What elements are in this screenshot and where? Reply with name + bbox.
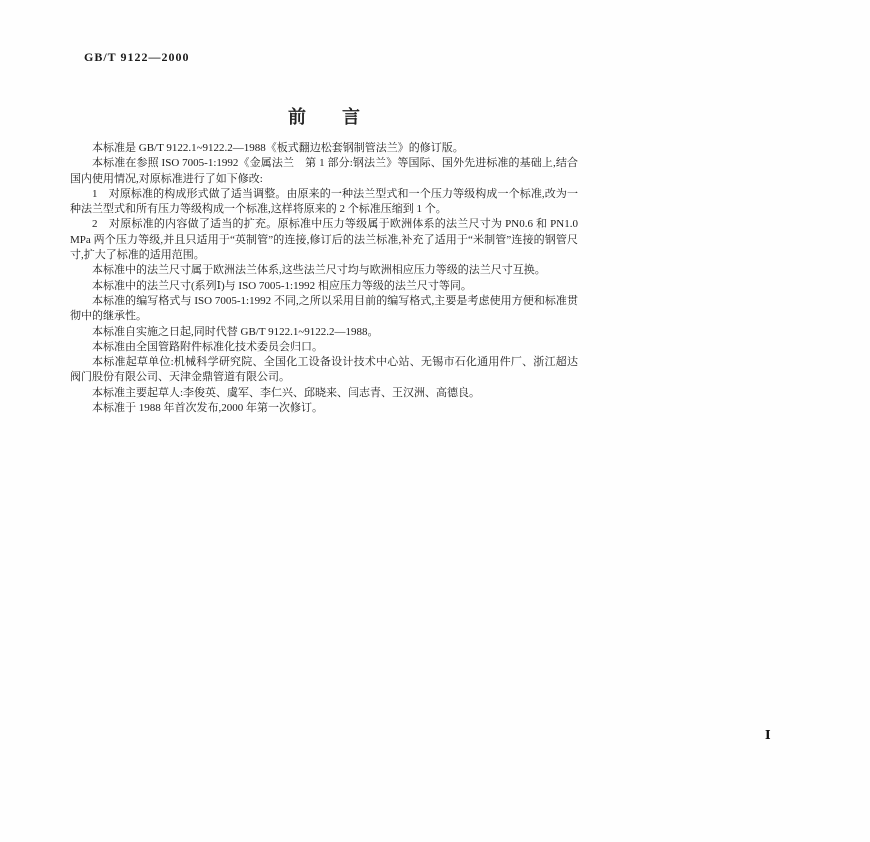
page-title: 前 言 — [288, 107, 360, 127]
page-number: Ⅰ — [765, 728, 771, 742]
foreword-paragraph: 本标准在参照 ISO 7005-1:1992《金属法兰 第 1 部分:钢法兰》等国际、国外先进标准的基础上,结合国内使用情况,对原标准进行了如下修改: — [70, 157, 578, 185]
foreword-body — [70, 141, 578, 416]
standard-code-header: GB/T 9122—2000 — [84, 50, 190, 64]
foreword-paragraph: 本标准是 GB/T 9122.1~9122.2—1988《板式翻边松套钢制管法兰》的修订版。 — [92, 142, 464, 154]
foreword-paragraph: 本标准由全国管路附件标准化技术委员会归口。 — [92, 340, 323, 353]
foreword-paragraph: 本标准主要起草人:李俊英、虞军、李仁兴、邱晓来、闫志青、王汉洲、高德良。 — [92, 386, 481, 399]
foreword-paragraph: 本标准的编写格式与 ISO 7005-1:1992 不同,之所以采用目前的编写格式,主要是考虑使用方便和标准贯彻中的继承性。 — [70, 294, 578, 323]
foreword-paragraph: 本标准起草单位:机械科学研究院、全国化工设备设计技术中心站、无锡市石化通用件厂、浙江超达阀门股份有限公司、天津金鼎管道有限公司。 — [70, 356, 578, 384]
foreword-paragraph: 1 对原标准的构成形式做了适当调整。由原来的一种法兰型式和一个压力等级构成一个标准,改为一种法兰型式和所有压力等级构成一个标准,这样将原来的 2 个标准压缩到 1 个。 — [70, 187, 578, 216]
foreword-paragraph: 本标准中的法兰尺寸属于欧洲法兰体系,这些法兰尺寸均与欧洲相应压力等级的法兰尺寸互换。 — [92, 264, 546, 277]
foreword-paragraph: 本标准于 1988 年首次发布,2000 年第一次修订。 — [92, 402, 323, 415]
foreword-paragraph: 2 对原标准的内容做了适当的扩充。原标准中压力等级属于欧洲体系的法兰尺寸为 PN0.6 和 PN1.0 MPa 两个压力等级,并且只适用于“英制管”的连接,修订后的法兰标准,补充了适用于“米制管”连接的钢管尺寸,扩大了标准的适用范围。 — [70, 218, 578, 262]
foreword-paragraph: 本标准中的法兰尺寸(系列Ⅰ)与 ISO 7005-1:1992 相应压力等级的法兰尺寸等同。 — [92, 279, 472, 292]
foreword-paragraph: 本标准自实施之日起,同时代替 GB/T 9122.1~9122.2—1988。 — [92, 325, 379, 338]
